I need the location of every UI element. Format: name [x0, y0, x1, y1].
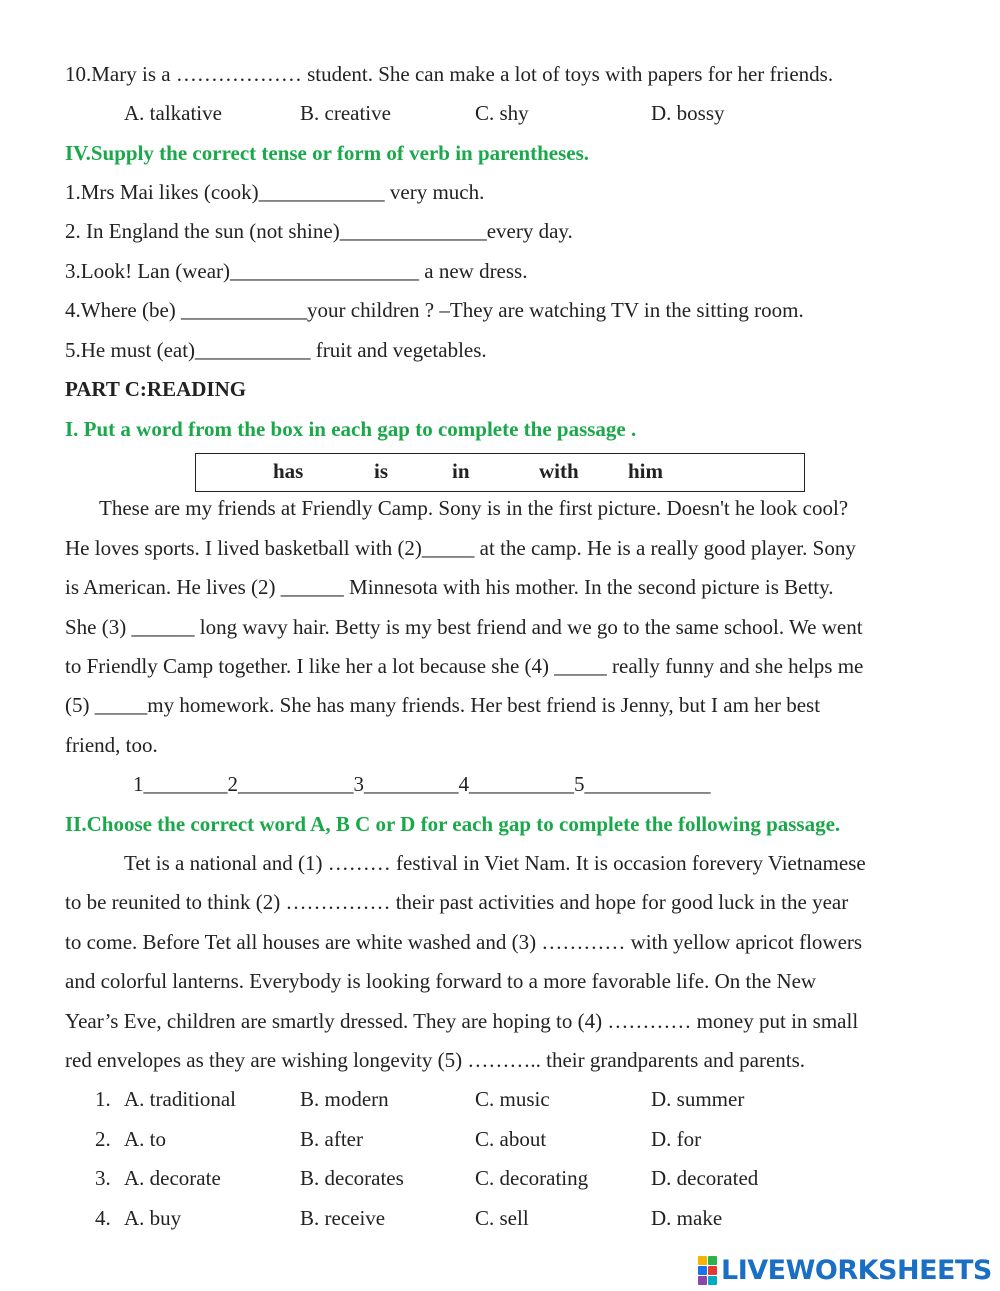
- mc-4-option-d[interactable]: D. make: [651, 1206, 723, 1230]
- box-word-in: in: [452, 459, 470, 483]
- reading-2-heading: II.Choose the correct word A, B C or D for each gap to complete the following passage.: [65, 812, 841, 836]
- mc-2-option-c[interactable]: C. about: [475, 1127, 547, 1151]
- mc-2-option-d[interactable]: D. for: [651, 1127, 702, 1151]
- mc-3-option-c[interactable]: C. decorating: [475, 1166, 589, 1190]
- part-c-heading: PART C:READING: [65, 377, 247, 401]
- passage2-line-3: to come. Before Tet all houses are white washed and (3) ………… with yellow apricot flowers: [65, 930, 863, 954]
- mc-1-option-d[interactable]: D. summer: [651, 1087, 745, 1111]
- verb-item-2: 2. In England the sun (not shine)______________every day.: [65, 219, 573, 243]
- mc-3-option-d[interactable]: D. decorated: [651, 1166, 759, 1190]
- passage1-line-2: He loves sports. I lived basketball with (2)_____ at the camp. He is a really good player. Sony: [65, 536, 856, 560]
- passage2-line-1: Tet is a national and (1) ……… festival in Viet Nam. It is occasion forevery Vietnamese: [124, 851, 866, 875]
- mc-2-number: 2.: [95, 1127, 111, 1151]
- word-box: [195, 453, 805, 492]
- logo-blocks-icon: [698, 1256, 717, 1285]
- question-10-text: 10.Mary is a ……………… student. She can make a lot of toys with papers for her friends.: [65, 62, 834, 86]
- answer-blanks-line[interactable]: 1________2___________3_________4__________5____________: [133, 772, 711, 796]
- box-word-him: him: [628, 459, 664, 483]
- box-word-has: has: [273, 459, 304, 483]
- mc-2-option-a[interactable]: A. to: [124, 1127, 166, 1151]
- passage1-line-3: is American. He lives (2) ______ Minnesota with his mother. In the second picture is Betty.: [65, 575, 834, 599]
- passage2-line-5: Year’s Eve, children are smartly dressed. They are hoping to (4) ………… money put in small: [65, 1009, 859, 1033]
- passage1-line-7: friend, too.: [65, 733, 158, 757]
- reading-1-heading: I. Put a word from the box in each gap to complete the passage .: [65, 417, 637, 441]
- mc-3-option-a[interactable]: A. decorate: [124, 1166, 221, 1190]
- box-word-with: with: [539, 459, 579, 483]
- box-word-is: is: [374, 459, 389, 483]
- verb-item-3: 3.Look! Lan (wear)__________________ a new dress.: [65, 259, 528, 283]
- passage2-line-6: red envelopes as they are wishing longevity (5) ……….. their grandparents and parents.: [65, 1048, 806, 1072]
- passage1-line-4: She (3) ______ long wavy hair. Betty is my best friend and we go to the same school. We went: [65, 615, 863, 639]
- passage2-line-4: and colorful lanterns. Everybody is looking forward to a more favorable life. On the New: [65, 969, 817, 993]
- liveworksheets-logo: [698, 1255, 992, 1285]
- mc-4-option-a[interactable]: A. buy: [124, 1206, 182, 1230]
- logo-text: LIVEWORKSHEETS: [721, 1254, 992, 1286]
- passage1-line-5: to Friendly Camp together. I like her a lot because she (4) _____ really funny and she helps me: [65, 654, 864, 678]
- mc-4-option-b[interactable]: B. receive: [300, 1206, 386, 1230]
- mc-1-option-b[interactable]: B. modern: [300, 1087, 389, 1111]
- mc-1-option-a[interactable]: A. traditional: [124, 1087, 236, 1111]
- verb-item-5: 5.He must (eat)___________ fruit and vegetables.: [65, 338, 487, 362]
- mc-2-option-b[interactable]: B. after: [300, 1127, 363, 1151]
- passage2-line-2: to be reunited to think (2) …………… their past activities and hope for good luck in the year: [65, 890, 849, 914]
- verb-item-1: 1.Mrs Mai likes (cook)____________ very much.: [65, 180, 485, 204]
- section-4-heading: IV.Supply the correct tense or form of verb in parentheses.: [65, 141, 589, 165]
- q10-option-a[interactable]: A. talkative: [124, 101, 222, 125]
- mc-1-option-c[interactable]: C. music: [475, 1087, 550, 1111]
- mc-4-number: 4.: [95, 1206, 111, 1230]
- q10-option-d[interactable]: D. bossy: [651, 101, 725, 125]
- mc-3-option-b[interactable]: B. decorates: [300, 1166, 404, 1190]
- verb-item-4: 4.Where (be) ____________your children ? –They are watching TV in the sitting room.: [65, 298, 804, 322]
- mc-4-option-c[interactable]: C. sell: [475, 1206, 529, 1230]
- q10-option-c[interactable]: C. shy: [475, 101, 529, 125]
- mc-1-number: 1.: [95, 1087, 111, 1111]
- mc-3-number: 3.: [95, 1166, 111, 1190]
- q10-option-b[interactable]: B. creative: [300, 101, 391, 125]
- passage1-line-6: (5) _____my homework. She has many friends. Her best friend is Jenny, but I am her best: [65, 693, 821, 717]
- passage1-line-1: These are my friends at Friendly Camp. Sony is in the first picture. Doesn't he look cool?: [99, 496, 849, 520]
